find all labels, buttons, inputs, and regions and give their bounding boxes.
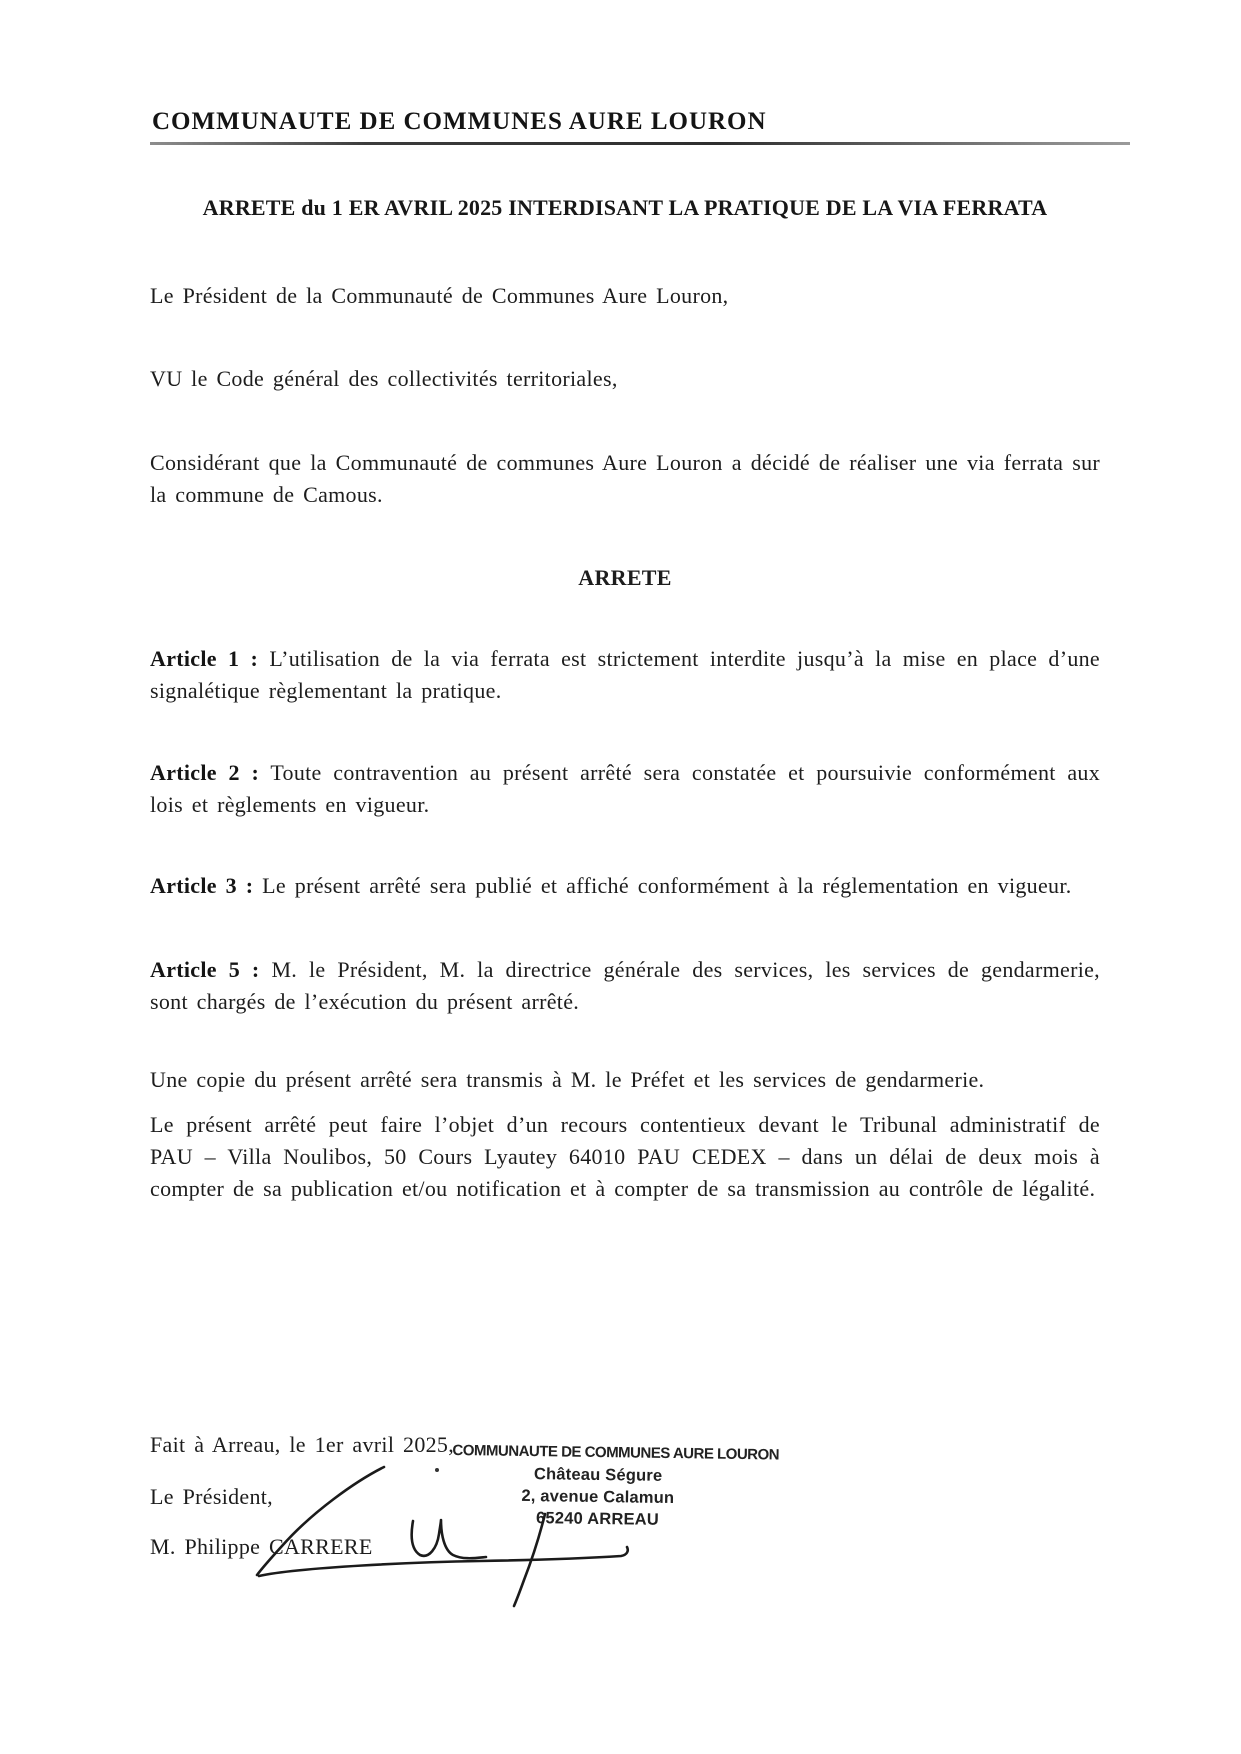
copy-transmission-line: Une copie du présent arrêté sera transmis à M. le Préfet et les services de gendarmerie. — [150, 1067, 985, 1092]
article-3-text: Le présent arrêté sera publié et affiché conformément à la réglementation en vigueur. — [262, 873, 1072, 898]
stamp-address-line-3: 65240 ARREAU — [535, 1509, 660, 1529]
document-title: ARRETE du 1 ER AVRIL 2025 INTERDISANT LA PRATIQUE DE LA VIA FERRATA — [202, 195, 1048, 220]
stamp-address-line-2: 2, avenue Calamun — [521, 1486, 675, 1508]
article-2-label: Article 2 : — [150, 760, 260, 785]
organization-name: COMMUNAUTE DE COMMUNES AURE LOURON — [152, 108, 767, 135]
place-date-line: Fait à Arreau, le 1er avril 2025, — [150, 1432, 455, 1457]
signatory-role-line: Le Président, — [150, 1484, 273, 1509]
article-1-text: L’utilisation de la via ferrata est strictement interdite jusqu’à la mise en place d’une signalétique règlementant la pratique. — [150, 646, 1100, 703]
considerant-paragraph: Considérant que la Communauté de communes Aure Louron a décidé de réaliser une via ferrata sur la commune de Camous. — [150, 450, 1100, 507]
article-1-paragraph — [150, 643, 1100, 707]
recours-paragraph: Le présent arrêté peut faire l’objet d’un recours contentieux devant le Tribunal administratif de PAU – Villa Noulibos, 50 Cours Lyautey 64010 PAU CEDEX – dans un délai de deux mois à compter de sa publication et/ou notification et à compter de sa transmission au contrôle de légalité. — [150, 1112, 1100, 1201]
article-2-text: Toute contravention au présent arrêté sera constatée et poursuivie conformément aux lois et règlements en vigueur. — [150, 760, 1100, 817]
article-5-text: M. le Président, M. la directrice générale des services, les services de gendarmerie, sont chargés de l’exécution du présent arrêté. — [150, 957, 1100, 1014]
header-rule — [150, 142, 1130, 145]
vu-line: VU le Code général des collectivités territoriales, — [150, 366, 618, 391]
article-3-paragraph — [150, 870, 1100, 902]
stamp-organization-line: COMMUNAUTE DE COMMUNES AURE LOURON — [452, 1441, 780, 1464]
arrete-section-heading: ARRETE — [578, 565, 672, 590]
stamp-address-line-1: Château Ségure — [533, 1465, 663, 1485]
president-intro-line: Le Président de la Communauté de Communes Aure Louron, — [150, 283, 729, 308]
article-5-paragraph — [150, 954, 1100, 1018]
official-stamp — [451, 1440, 780, 1532]
article-2-paragraph — [150, 757, 1100, 821]
signatory-name: M. Philippe CARRERE — [150, 1534, 373, 1559]
article-5-label: Article 5 : — [150, 957, 260, 982]
article-1-label: Article 1 : — [150, 646, 259, 671]
article-3-label: Article 3 : — [150, 873, 254, 898]
ink-dot — [435, 1468, 439, 1472]
